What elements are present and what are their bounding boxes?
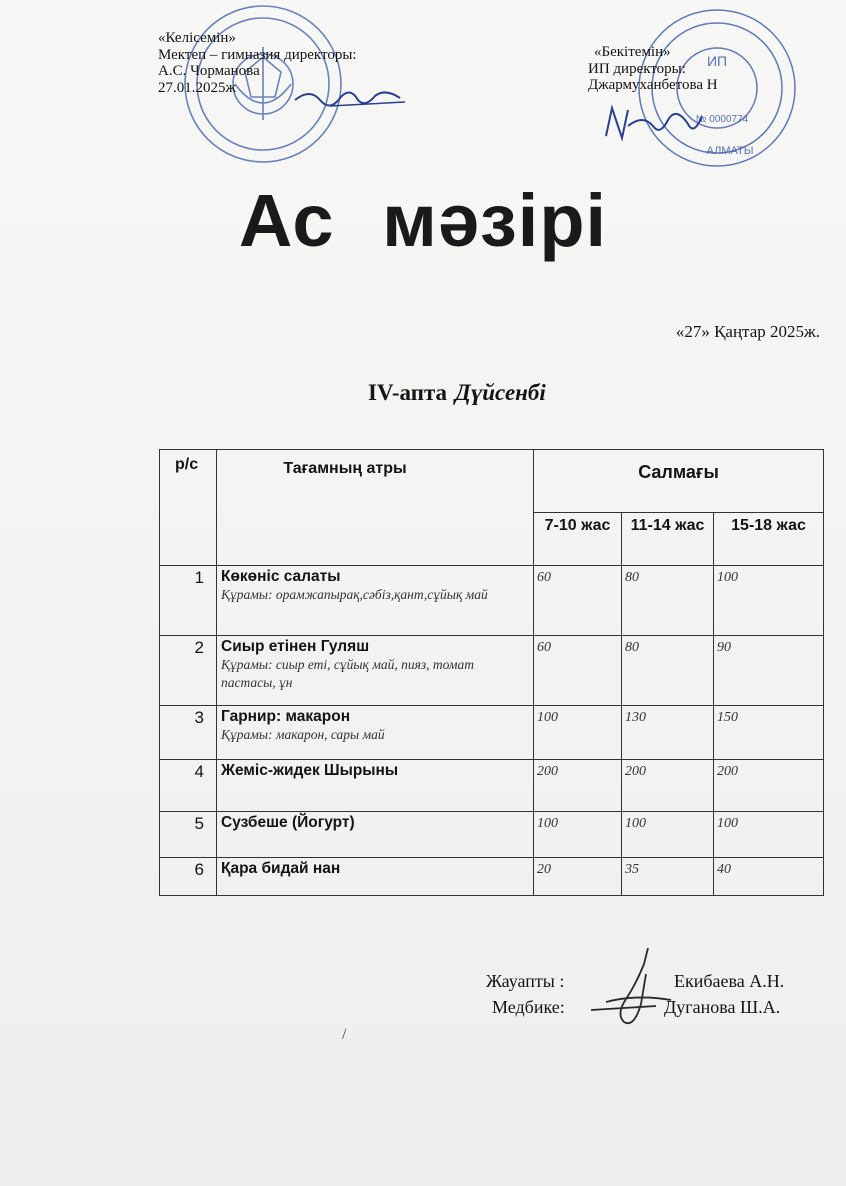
week-label: IV-апта — [368, 380, 448, 405]
header-age-11-14: 11-14 жас — [622, 513, 714, 566]
weight-7-10: 60 — [534, 636, 622, 706]
dish-cell — [217, 812, 534, 858]
header-age-7-10: 7-10 жас — [534, 513, 622, 566]
day-label: Дүйсенбі — [455, 380, 546, 405]
table-row — [160, 760, 824, 812]
stamp-text-number: № 0000774 — [695, 114, 749, 125]
weight-11-14: 100 — [622, 812, 714, 858]
table-row — [160, 636, 824, 706]
table-row — [160, 812, 824, 858]
weight-7-10: 200 — [534, 760, 622, 812]
weight-7-10: 100 — [534, 812, 622, 858]
responsible-name: Екибаева А.Н. — [674, 971, 785, 991]
dish-cell — [217, 636, 534, 706]
dish-name: Сиыр етінен Гуляш — [221, 638, 370, 655]
dish-name: Жеміс-жидек Шырыны — [221, 762, 399, 779]
table-row — [160, 566, 824, 636]
weight-11-14: 80 — [622, 566, 714, 636]
table-row — [160, 858, 824, 896]
menu-table — [159, 449, 824, 896]
table-row — [160, 706, 824, 760]
row-number: 4 — [160, 760, 217, 812]
weight-11-14: 80 — [622, 636, 714, 706]
header-dish-name: Тағамның атры — [217, 450, 534, 566]
weight-15-18: 200 — [714, 760, 824, 812]
header-number: р/с — [160, 450, 217, 566]
dish-composition: Құрамы: сиыр еті, сұйық май, пияз, томат пастасы, ұн — [221, 657, 474, 690]
dish-cell — [217, 566, 534, 636]
row-number: 6 — [160, 858, 217, 896]
menu-date: «27» Қаңтар 2025ж. — [675, 322, 820, 341]
nurse-name: Дуганова Ш.А. — [664, 997, 781, 1017]
weight-15-18: 100 — [714, 812, 824, 858]
approval-left-person: А.С. Чорманова — [158, 63, 260, 79]
stamp-text-ip: ИП — [706, 53, 728, 69]
dish-composition: Құрамы: макарон, сары май — [221, 727, 385, 742]
stamp-text-city: АЛМАТЫ — [706, 145, 754, 157]
weight-11-14: 35 — [622, 858, 714, 896]
weight-15-18: 100 — [714, 566, 824, 636]
header-weight: Салмағы — [534, 450, 824, 513]
approval-right-heading: «Бекітемін» — [594, 44, 671, 60]
dish-name: Гарнир: макарон — [221, 708, 351, 725]
dish-name: Көкөніс салаты — [221, 568, 341, 585]
responsible-names — [664, 968, 784, 1020]
weight-11-14: 130 — [622, 706, 714, 760]
weight-15-18: 90 — [714, 636, 824, 706]
responsible-label: Жауапты : — [486, 971, 565, 991]
stray-mark: / — [342, 1026, 347, 1043]
approval-right-person: Джармуханбетова Н — [588, 77, 718, 93]
row-number: 2 — [160, 636, 217, 706]
ip-director-signature — [598, 96, 708, 156]
dish-cell — [217, 760, 534, 812]
dish-cell — [217, 858, 534, 896]
row-number: 5 — [160, 812, 217, 858]
responsible-labels — [486, 968, 565, 1020]
dish-cell — [217, 706, 534, 760]
nurse-label: Медбике: — [492, 997, 565, 1017]
approval-right-position: ИП директоры: — [588, 60, 686, 77]
header-age-15-18: 15-18 жас — [714, 513, 824, 566]
director-signature — [290, 78, 410, 118]
approval-left-heading: «Келісемін» — [158, 30, 236, 46]
weight-7-10: 60 — [534, 566, 622, 636]
table-header-row — [160, 450, 824, 513]
weight-15-18: 40 — [714, 858, 824, 896]
dish-name: Қара бидай нан — [221, 860, 341, 877]
weight-11-14: 200 — [622, 760, 714, 812]
weight-15-18: 150 — [714, 706, 824, 760]
weight-7-10: 20 — [534, 858, 622, 896]
approval-left-date: 27.01.2025ж — [158, 79, 236, 96]
dish-composition: Құрамы: орамжапырақ,сәбіз,қант,сұйық май — [221, 587, 488, 602]
approval-left-position: Мектеп – гимназия директоры: — [158, 46, 357, 63]
row-number: 3 — [160, 706, 217, 760]
week-day-heading — [368, 380, 546, 406]
approval-right — [588, 44, 718, 94]
weight-7-10: 100 — [534, 706, 622, 760]
responsible-signature — [586, 944, 676, 1036]
dish-name: Сузбеше (Йогурт) — [221, 814, 355, 831]
page-title: Ас мәзірі — [238, 179, 608, 262]
row-number: 1 — [160, 566, 217, 636]
